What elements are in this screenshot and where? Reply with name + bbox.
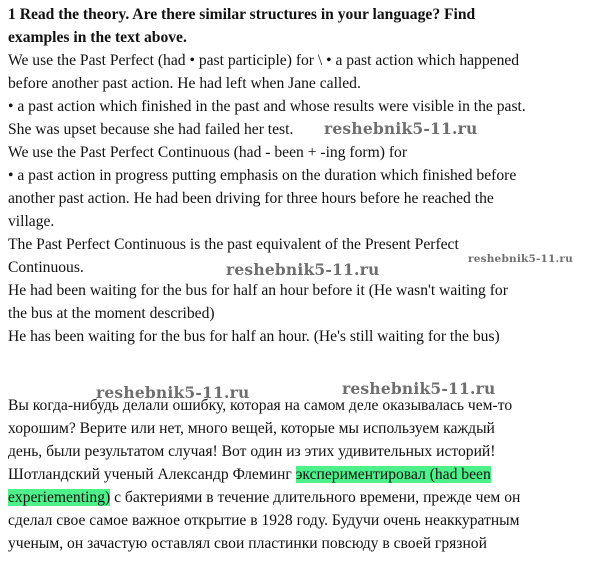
theory-line: • a past action in progress putting emphasis on the duration which finished before — [8, 167, 517, 184]
theory-line: He has been waiting for the bus for half an hour. (He's still waiting for the bus) — [8, 328, 500, 345]
watermark-text: reshebnik5-11.ru — [468, 253, 573, 265]
theory-line: village. — [8, 213, 55, 230]
theory-line: Continuous. — [8, 259, 84, 276]
russian-text-line — [8, 463, 602, 486]
watermark-text: reshebnik5-11.ru — [324, 119, 478, 138]
theory-line: another past action. He had been driving for three hours before he reached the — [8, 190, 494, 207]
theory-line: He had been waiting for the bus for half an hour before it (He wasn't waiting for — [8, 282, 508, 299]
russian-text-line: хорошим? Верите или нет, много вещей, которые мы используем каждый — [8, 420, 495, 437]
russian-text-line: ученым, он зачастую оставлял свои пластинки повсюду в своей грязной — [8, 535, 487, 552]
russian-text-line — [8, 486, 602, 509]
russian-text-segment: с бактериями в течение длительного времени, прежде чем он — [110, 489, 521, 506]
russian-text-segment: Шотландский ученый Александр Флеминг — [8, 466, 296, 483]
watermark-text: reshebnik5-11.ru — [342, 379, 496, 398]
watermark-text: reshebnik5-11.ru — [96, 383, 250, 402]
russian-text-line: день, были результатом случая! Вот один из этих удивительных историй! — [8, 443, 496, 460]
exercise-heading-line-1: 1 Read the theory. Are there similar structures in your language? Find — [8, 6, 476, 23]
theory-line: We use the Past Perfect (had • past participle) for \ • a past action which happened — [8, 52, 520, 69]
theory-line: We use the Past Perfect Continuous (had - been + -ing form) for — [8, 144, 408, 161]
exercise-heading-line-2: examples in the text above. — [8, 29, 187, 46]
highlighted-translation: экспериментировал (had been — [295, 466, 491, 483]
theory-line: She was upset because she had failed her test. — [8, 121, 294, 138]
paragraph-gap — [8, 348, 602, 371]
theory-line: before another past action. He had left when Jane called. — [8, 75, 361, 92]
highlighted-translation: experiementing) — [8, 489, 111, 506]
exercise-document — [8, 3, 602, 555]
russian-text-line: Вы когда-нибудь делали ошибку, которая на самом деле оказывалась чем-то — [8, 397, 513, 414]
theory-line: • a past action which finished in the past and whose results were visible in the past. — [8, 98, 526, 115]
russian-text-line: сделал свое самое важное открытие в 1928 году. Будучи очень неаккуратным — [8, 512, 520, 529]
watermark-text: reshebnik5-11.ru — [226, 260, 380, 279]
theory-line: the bus at the moment described) — [8, 305, 215, 322]
theory-line: The Past Perfect Continuous is the past equivalent of the Present Perfect — [8, 236, 459, 253]
